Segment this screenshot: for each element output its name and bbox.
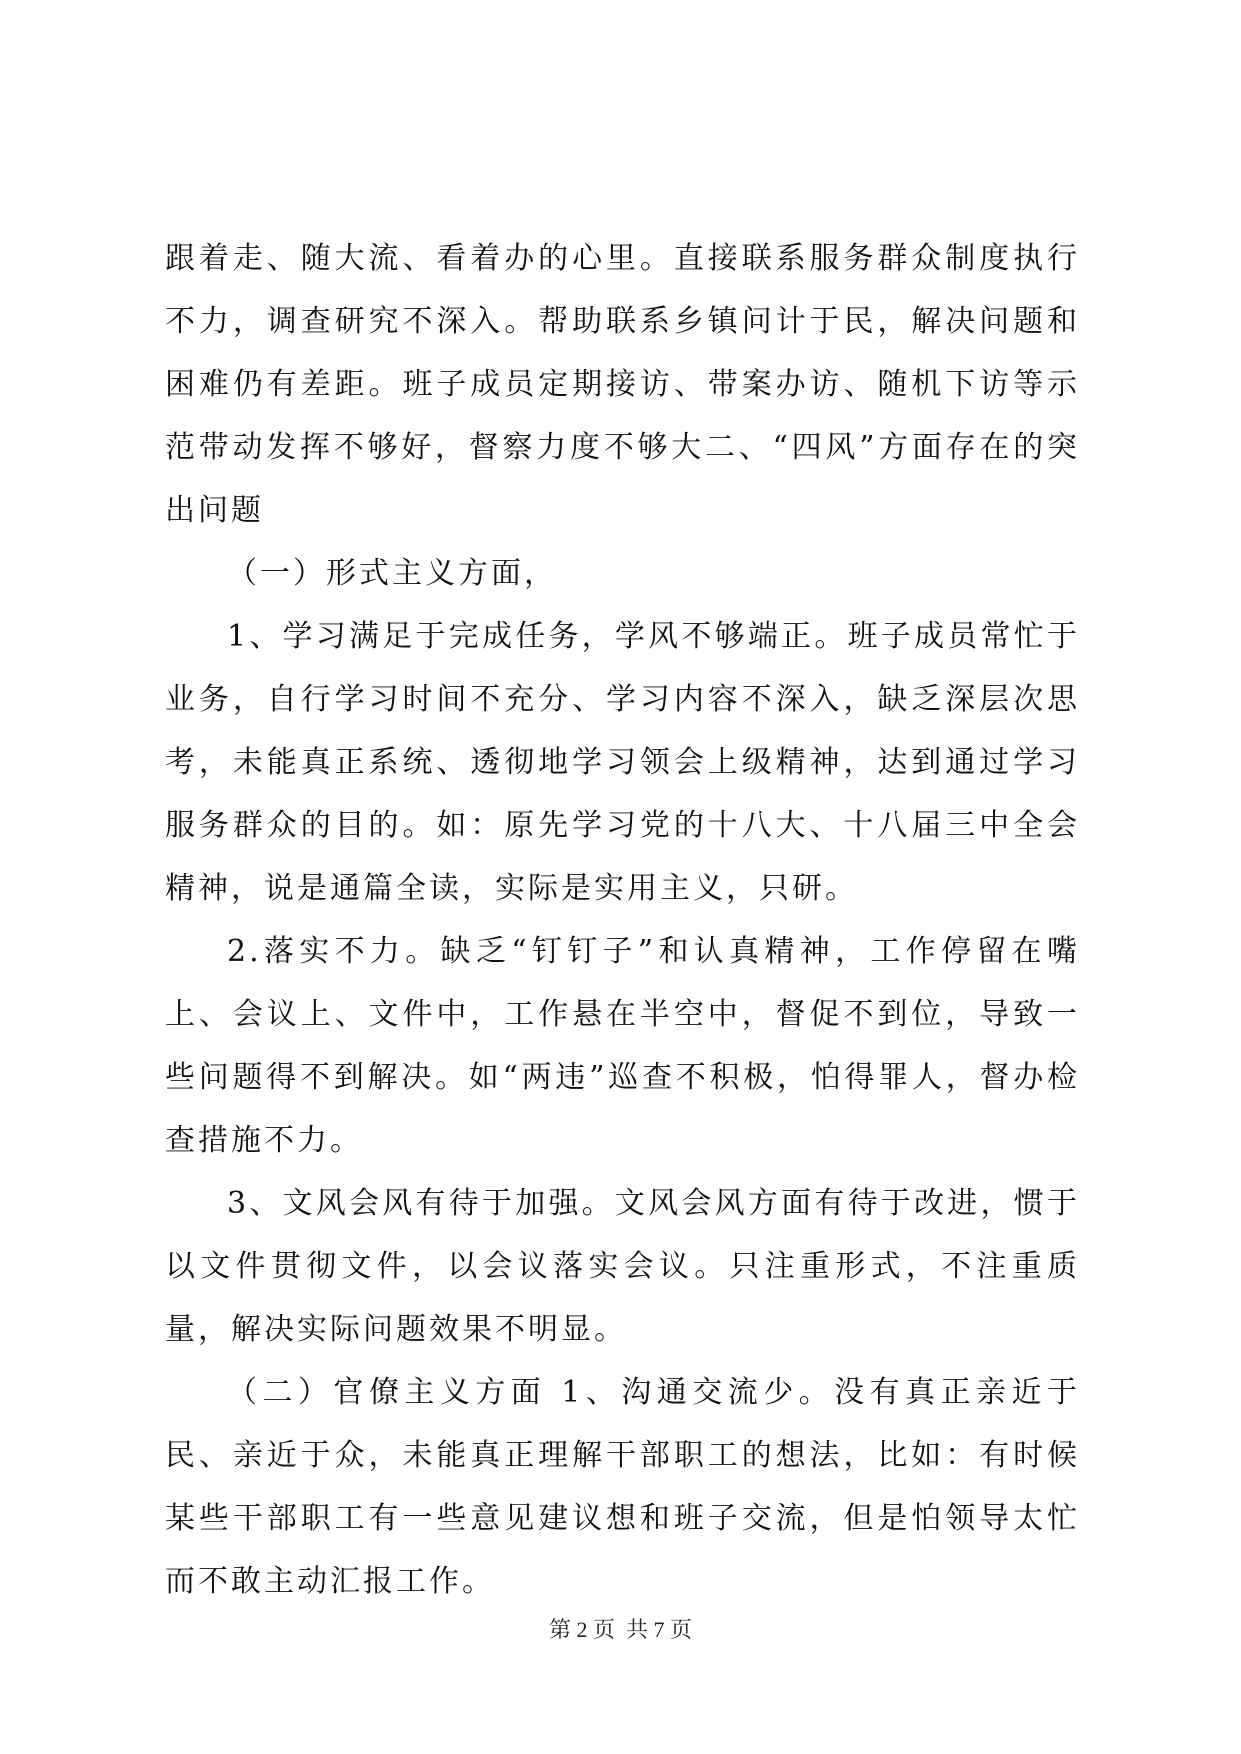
document-body [165,227,1080,1613]
paragraph-item-1-study: 1、学习满足于完成任务，学风不够端正。班子成员常忙于业务，自行学习时间不充分、学习内容不深入，缺乏深层次思考，未能真正系统、透彻地学习领会上级精神，达到通过学习服务群众的目的。如：原先学习党的十八大、十八届三中全会精神，说是通篇全读，实际是实用主义，只研。 [165,619,1080,906]
paragraph-item-3-writing-meeting-style: 3、文风会风有待于加强。文风会风方面有待于改进，惯于以文件贯彻文件，以会议落实会议。只注重形式，不注重质量，解决实际问题效果不明显。 [165,1186,1080,1347]
paragraph-section-bureaucracy: （二）官僚主义方面 1、沟通交流少。没有真正亲近于民、亲近于众，未能真正理解干部职工的想法，比如：有时候某些干部职工有一些意见建议想和班子交流，但是怕领导太忙而不敢主动汇报工作。 [165,1375,1080,1599]
page-footer [0,1615,1241,1645]
paragraph-continuation: 跟着走、随大流、看着办的心里。直接联系服务群众制度执行不力，调查研究不深入。帮助联系乡镇问计于民，解决问题和困难仍有差距。班子成员定期接访、带案办访、随机下访等示范带动发挥不够好，督察力度不够大二、“四风”方面存在的突出问题 [165,241,1080,528]
paragraph-item-2-implementation: 2.落实不力。缺乏“钉钉子”和认真精神，工作停留在嘴上、会议上、文件中，工作悬在半空中，督促不到位，导致一些问题得不到解决。如“两违”巡查不积极，怕得罪人，督办检查措施不力。 [165,934,1080,1158]
paragraph-section-heading-formalism: （一）形式主义方面， [227,556,557,591]
page-number-label: 第 2 页 共 7 页 [548,1617,692,1642]
